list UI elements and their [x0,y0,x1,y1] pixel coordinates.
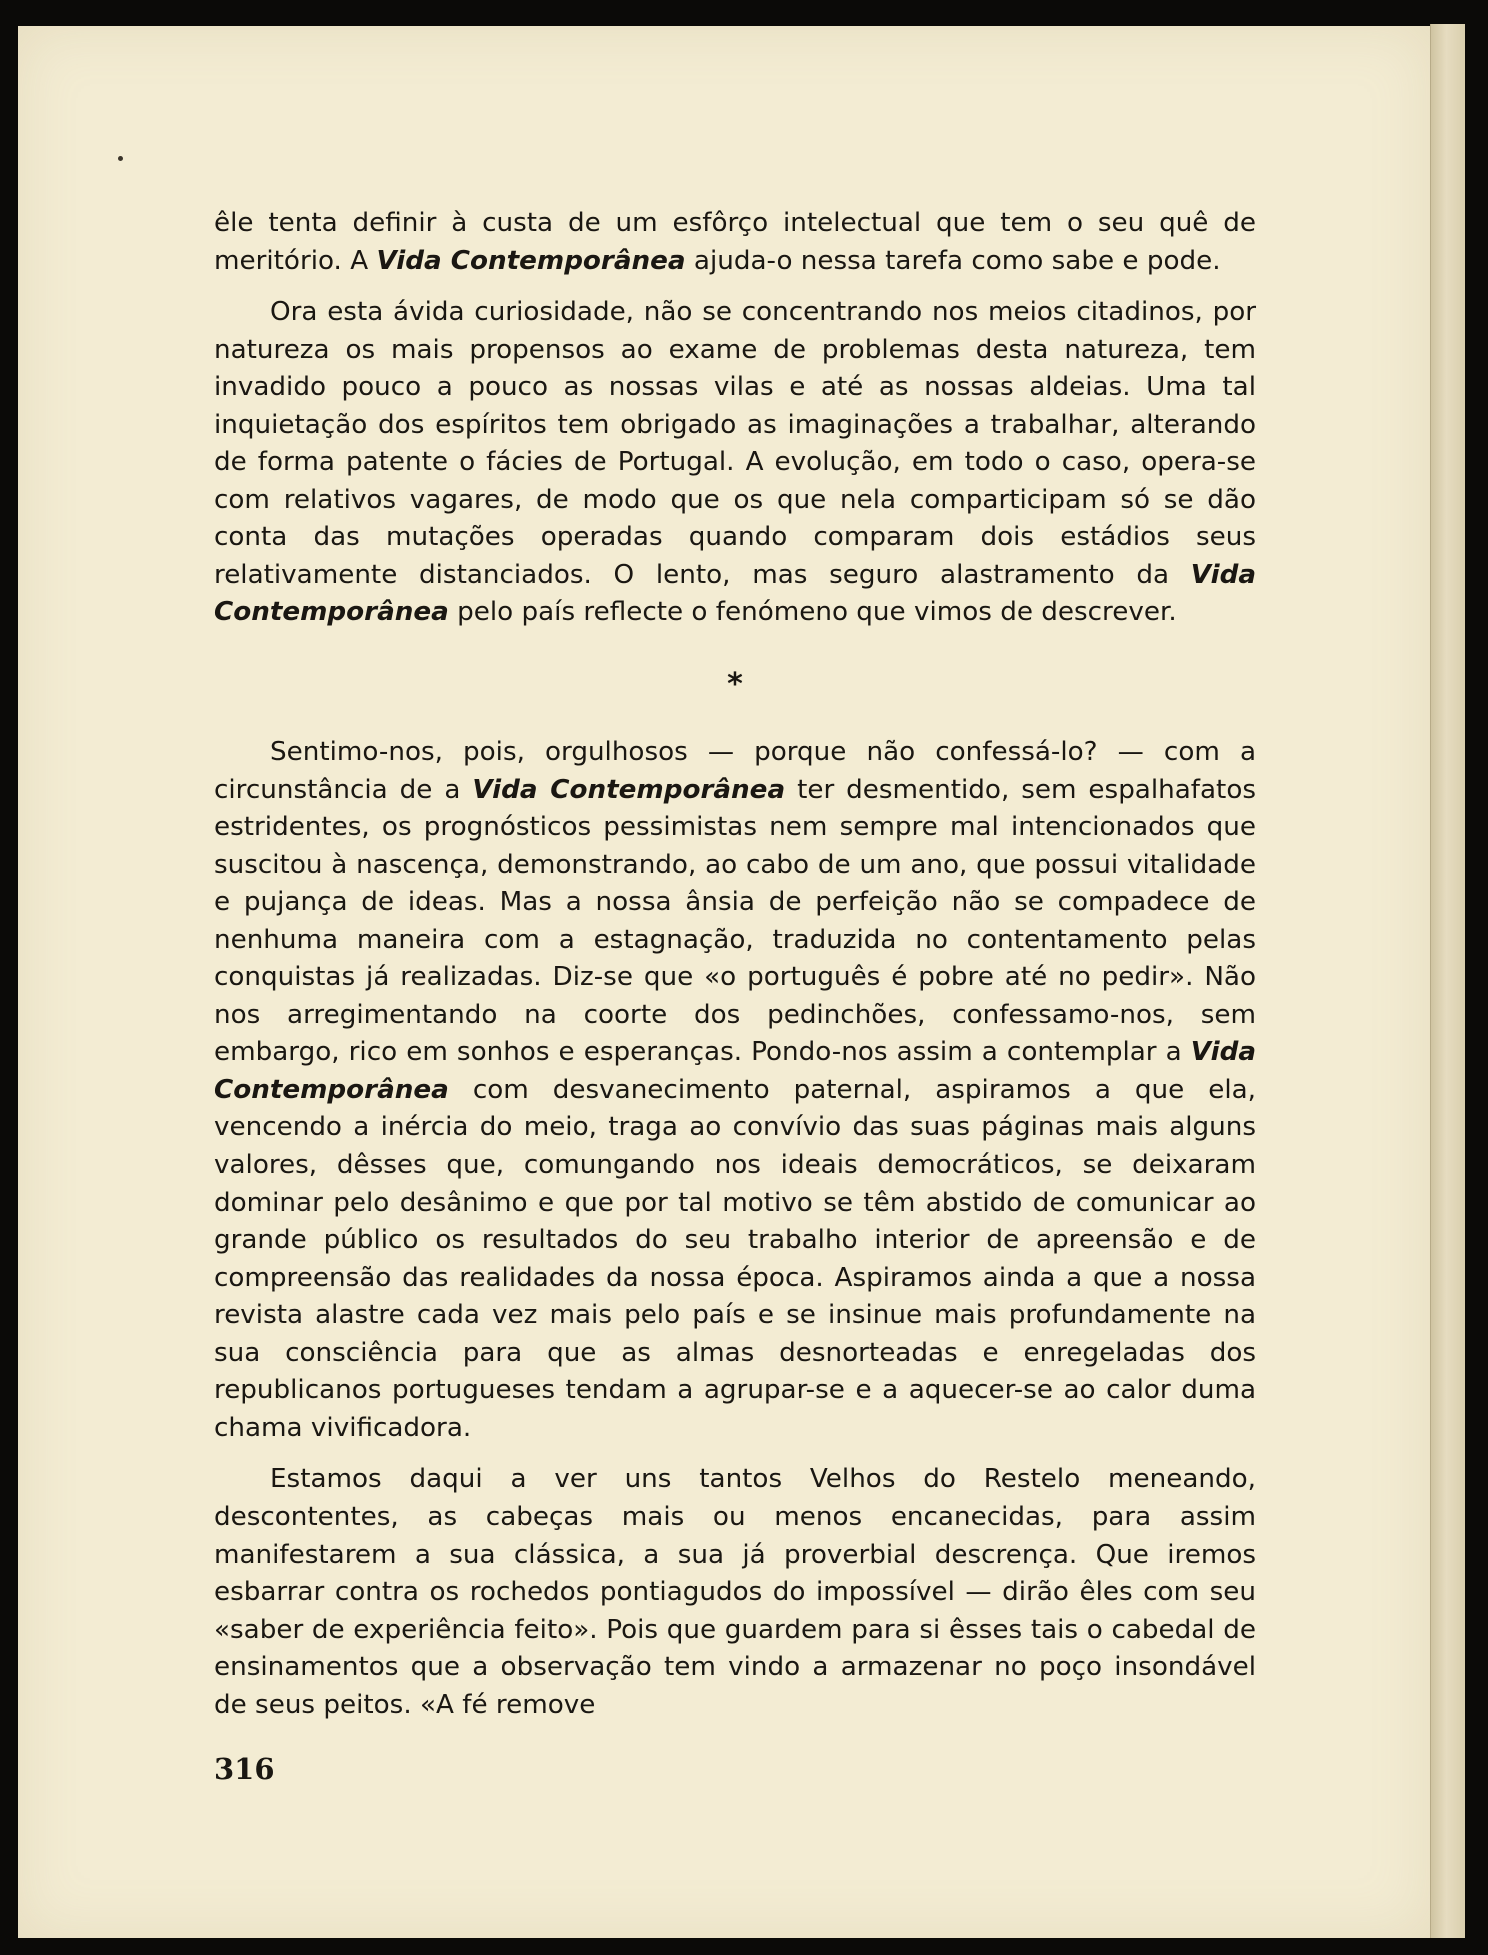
paragraph-2 [214,294,1256,632]
journal-title: Vida Contemporânea [214,1037,1256,1105]
text-segment: Ora esta ávida curiosidade, não se concentrando nos meios citadinos, por natureza os mais propensos ao exame de problemas desta natureza, tem invadido pouco a pouco as nossas vilas e até as nossas aldeias. Uma tal inquietação dos espíritos tem obrigado as imaginações a trabalhar, alterando de forma patente o fácies de Portugal. A evolução, em todo o caso, opera-se com relativos vagares, de modo que os que nela comparticipam só se dão conta das mutações operadas quando comparam dois estádios seus relativamente distanciados. O lento, mas seguro alastramento da [214,297,1256,590]
journal-title: Vida Contemporânea [376,245,686,276]
page-number: 316 [214,1752,275,1786]
journal-title: Vida Contemporânea [214,559,1256,628]
text-segment: com desvanecimento paternal, aspiramos a que ela, vencendo a inércia do meio, traga ao convívio das suas páginas mais alguns valores, dêsses que, comungando nos ideais democráticos, se deixaram dominar pelo desânimo e que por tal motivo se têm abstido de comunicar ao grande público os resultados do seu trabalho interior de apreensão e de compreensão das realidades da nossa época. Aspiramos ainda a que a nossa revista alastre cada vez mais pelo país e se insinue mais profundamente na sua consciência para que as almas desnorteadas e enregeladas dos republicanos portugueses tendam a agrupar-se e a aquecer-se ao calor duma chama vivificadora. [214,1074,1256,1443]
speck [118,156,123,161]
text-segment: ajuda-o nessa tarefa como sabe e pode. [685,245,1221,276]
text-segment: Estamos daqui a ver uns tantos Velhos do Restelo meneando, descontentes, as cabeças mais ou menos encanecidas, para assim manifestarem a sua clássica, a sua já proverbial descrença. Que iremos esbarrar contra os rochedos pontiagudos do impossível — dirão êles com seu «saber de experiência feito». Pois que guardem para si êsses tais o cabedal de ensinamentos que a observação tem vindo a armazenar no poço insondável de seus peitos. «A fé remove [214,1464,1256,1720]
paragraph-1 [214,205,1256,280]
section-separator: * [727,667,743,703]
paragraph-4 [214,1461,1256,1724]
text-segment: ter desmentido, sem espalhafatos estridentes, os prognósticos pessimistas nem sempre mal intencionados que suscitou à nascença, demonstrando, ao cabo de um ano, que possui vitalidade e pujança de ideas. Mas a nossa ânsia de perfeição não se compadece de nenhuma maneira com a estagnação, traduzida no contentamento pelas conquistas já realizadas. Diz-se que «o português é pobre até no pedir». Não nos arregimentando na coorte dos pedinchões, confessamo-nos, sem embargo, rico em sonhos e esperanças. Pondo-nos assim a contemplar a [214,774,1256,1068]
body-text [214,205,1256,1724]
journal-title: Vida Contemporânea [472,774,786,805]
paragraph-3 [214,734,1256,1447]
text-segment: pelo país reflecte o fenómeno que vimos de descrever. [448,597,1177,628]
page-edge [1430,24,1465,1938]
text-segment: êle tenta definir à custa de um esfôrço intelectual que tem o seu quê de meritório. A [214,208,1256,276]
text-segment: Sentimo-nos, pois, orgulhosos — porque não confessá-lo? — com a circunstância de a [214,737,1256,805]
